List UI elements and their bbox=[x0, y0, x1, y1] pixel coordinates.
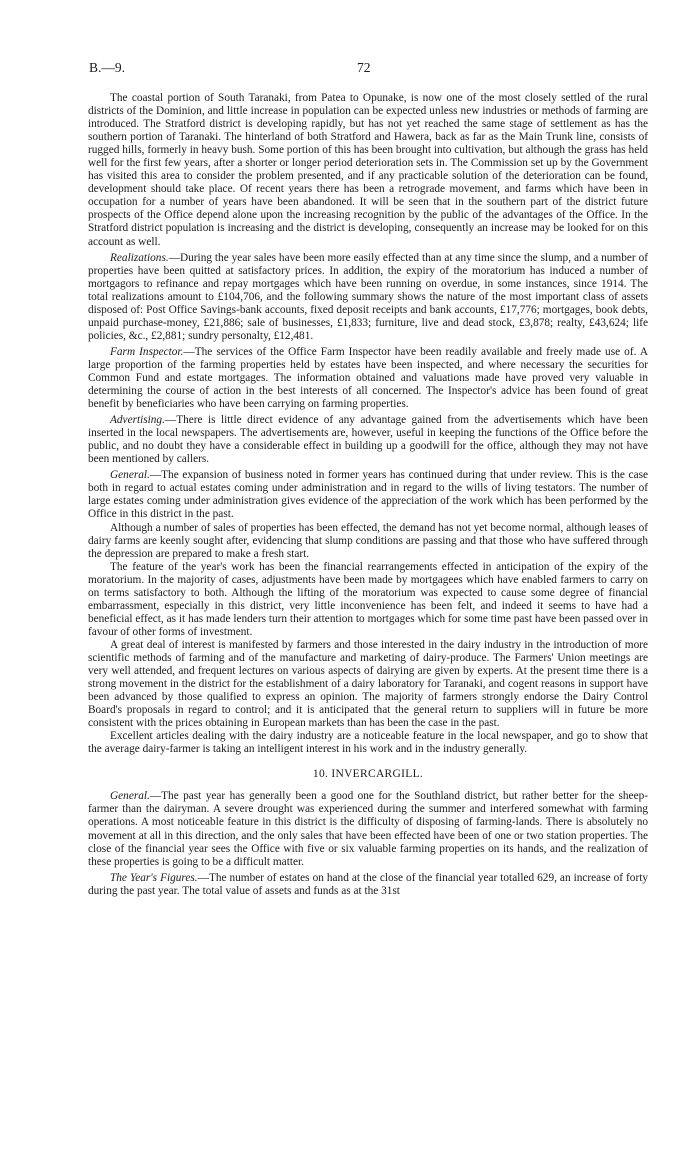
farm-inspector-paragraph bbox=[88, 346, 648, 411]
general-paragraph-dairy: A great deal of interest is manifested by farmers and those interested in the dairy industry in the introduction of more scientific methods of farming and of the manufacture and marketing of dairy-produce. The Farmers' Union meetings are very well attended, and frequent lectures on various aspects of dairying are given by experts. At the present time there is a strong movement in the district for the establishment of a dairy laboratory for Taranaki, and cogent reasons in support have been advanced by those qualified to express an opinion. The majority of farmers strongly endorse the Dairy Control Board's proposals in regard to control; and it is anticipated that the general return to suppliers will in future be more consistent with the prices obtaining in European markets than has been the case in the past. bbox=[88, 638, 648, 730]
advertising-lead: Advertising. bbox=[110, 414, 165, 427]
page-header bbox=[89, 60, 649, 80]
document-body bbox=[88, 92, 648, 901]
years-figures-paragraph bbox=[88, 872, 648, 898]
realizations-text: —During the year sales have been more easily effected than at any time since the slump, and a number of properties have been quitted at satisfactory prices. In addition, the expiry of the moratorium has induced a number of mortgagors to refinance and repay mortgages which have been running on overdue, in some instances, since 1914. The total realizations amount to £104,706, and the following summary shows the nature of the most important class of assets disposed of: Post Office Savings-bank accounts, fixed deposit receipts and bank accounts, £17,776; mortgages, book debts, unpaid purchase-money, £21,886; sale of businesses, £1,833; furniture, live and dead stock, £3,878; realty, £43,624; life policies, &c., £2,881; sundry personalty, £12,481. bbox=[88, 251, 648, 342]
intro-paragraph: The coastal portion of South Taranaki, from Patea to Opunake, is now one of the most closely settled of the rural districts of the Dominion, and little increase in population can be expected unless new industries or methods of farming are introduced. The Stratford district is developing rapidly, but has not yet reached the same stage of settlement as has the southern portion of Taranaki. The hinterland of both Stratford and Hawera, back as far as the Main Trunk line, consists of rugged hills, formerly in heavy bush. Some portion of this has been brought into cultivation, but although the grass has held well for the first few years, after a shorter or longer period deterioration sets in. The Commission set up by the Government has visited this area to consider the problem presented, and if any practicable solution of the deterioration can be found, development should take place. Of recent years there has been a retrograde movement, and farms which have been in occupation for a number of years have been abandoned. It will be seen that in the southern part of the district future prospects of the Office depend alone upon the increasing recognition by the public of the advantages of the Office. In the Stratford district population is increasing and the district is developing, consequently an increase may be looked for on this account as well. bbox=[88, 92, 648, 248]
general-paragraph bbox=[88, 469, 648, 521]
invercargill-general-text: —The past year has generally been a good one for the Southland district, but rather better for the sheep-farmer than the dairyman. A severe drought was experienced during the summer and interfered somewhat with farming operations. A most noticeable feature in this district is the difficulty of disposing of farming-lands. There is absolutely no movement at all in this direction, and the only sales that have been effected have been of one or two station properties. The close of the financial year sees the Office with five or six valuable farming properties on its hands, and the realization of these properties is going to be a difficult matter. bbox=[88, 790, 648, 868]
farm-inspector-text: —The services of the Office Farm Inspector have been readily available and freely made use of. A large proportion of the farming properties held by estates have been inspected, and where necessary the securities for Common Fund and estate mortgages. The information obtained and valuations made have proved very valuable in determining the course of action in the best interests of all concerned. The Inspector's advice has been found of great benefit by beneficiaries who have been carrying on farming properties. bbox=[88, 345, 648, 411]
years-figures-lead: The Year's Figures. bbox=[110, 871, 198, 884]
realizations-paragraph bbox=[88, 252, 648, 343]
general-text: —The expansion of business noted in former years has continued during that under review. This is the case both in regard to actual estates coming under administration and in regard to the wills of living testators. The number of large estates coming under administration gives evidence of the appreciation of the work which has been performed by the Office in this district in the past. bbox=[88, 469, 648, 521]
years-figures-text: —The number of estates on hand at the close of the financial year totalled 629, an increase of forty during the past year. The total value of assets and funds as at the 31st bbox=[88, 871, 649, 897]
realizations-lead: Realizations. bbox=[110, 251, 169, 264]
general-lead: General. bbox=[110, 469, 150, 482]
section-heading: 10. INVERCARGILL. bbox=[312, 768, 424, 781]
advertising-paragraph bbox=[88, 414, 648, 466]
general-paragraph-sales: Although a number of sales of properties has been effected, the demand has not yet become normal, although leases of dairy farms are keenly sought after, evidencing that slump conditions are passing and that those who have suffered through the depression are prepared to make a fresh start. bbox=[88, 521, 648, 560]
general-paragraph-moratorium: The feature of the year's work has been the financial rearrangements effected in anticipation of the expiry of the moratorium. In the majority of cases, adjustments have been made by mortgagees which have enabled farmers to carry on on terms satisfactory to both. Although the lifting of the moratorium was expected to cause some degree of financial embarrassment, especially in this district, very little inconvenience has been felt, and indeed it seems to have had a beneficial effect, as it has made lenders turn their attention to mortgages which for some time past have been passed over in favour of other forms of investment. bbox=[88, 560, 648, 638]
advertising-text: —There is little direct evidence of any advantage gained from the advertisements which have been inserted in the local newspapers. The advertisements are, however, useful in keeping the functions of the Office before the public, and no doubt they have a considerable effect in building up a goodwill for the office, although they may not have been mentioned by callers. bbox=[88, 414, 648, 466]
general-paragraph-articles: Excellent articles dealing with the dairy industry are a noticeable feature in the local newspaper, and go to show that the average dairy-farmer is taking an intelligent interest in his work and in the industry generally. bbox=[88, 730, 648, 756]
page-number: 72 bbox=[357, 60, 371, 75]
invercargill-general-paragraph bbox=[88, 790, 648, 868]
invercargill-general-lead: General. bbox=[110, 790, 150, 803]
farm-inspector-lead: Farm Inspector. bbox=[110, 345, 184, 358]
document-reference: B.—9. bbox=[89, 60, 126, 75]
